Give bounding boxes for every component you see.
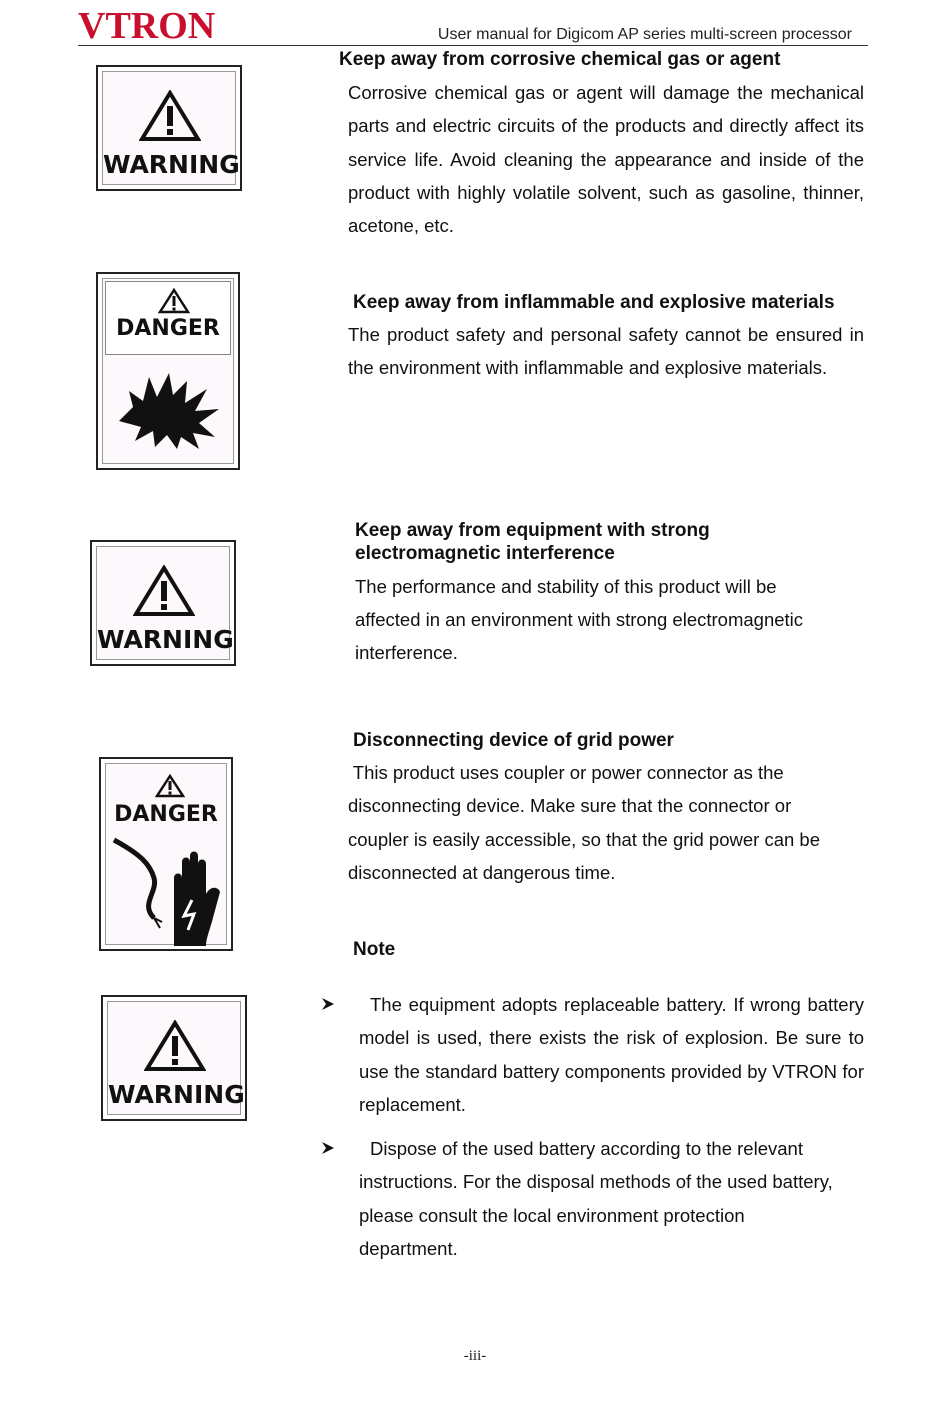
section-body-grid-line2: disconnecting device. Make sure that the connector or	[348, 795, 792, 816]
sign-label: DANGER	[114, 802, 218, 827]
sign-label: WARNING	[103, 150, 240, 179]
explosion-icon	[115, 371, 227, 451]
sign-label: DANGER	[116, 316, 220, 341]
sign-label: WARNING	[108, 1080, 245, 1109]
document-title: User manual for Digicom AP series multi-screen processor	[437, 26, 852, 43]
note-item-dispose-line1: Dispose of the used battery according to the relevant	[370, 1138, 803, 1159]
note-item-dispose-line2: instructions. For the disposal methods of the used battery,	[359, 1171, 833, 1192]
vtron-logo: VTRON	[78, 5, 216, 47]
section-body-emi-line1: The performance and stability of this product will be	[355, 576, 777, 597]
note-item-dispose-line4: department.	[359, 1238, 458, 1259]
section-heading-emi-line1: Keep away from equipment with strong	[355, 520, 710, 541]
header-divider	[78, 45, 868, 46]
section-body-emi-line2: affected in an environment with strong electromagnetic	[355, 609, 804, 630]
warning-triangle-icon	[133, 565, 195, 617]
note-item-dispose-line3: please consult the local environment protection	[359, 1205, 745, 1226]
section-body-emi-line3: interference.	[355, 642, 458, 663]
note-item-battery: The equipment adopts replaceable battery. If wrong battery model is used, there exists the risk of explosion. Be sure to use the standard battery components provided by VTRON for replacement.	[359, 994, 864, 1115]
danger-sign-electric	[99, 757, 233, 951]
sign-label: WARNING	[97, 625, 234, 654]
section-heading-grid-power: Disconnecting device of grid power	[353, 730, 674, 751]
electric-shock-hand-icon	[110, 834, 228, 946]
section-body-grid-line3: coupler is easily accessible, so that the grid power can be	[348, 829, 821, 850]
warning-sign-1	[96, 65, 242, 191]
warning-sign-2	[90, 540, 236, 666]
section-heading-emi-line2: electromagnetic interference	[355, 543, 615, 564]
section-body-corrosive: Corrosive chemical gas or agent will damage the mechanical parts and electric circuits of the products and directly affect its service life. Avoid cleaning the appearance and inside of the product with highly volatile solvent, such as gasoline, thinner, acetone, etc.	[348, 82, 864, 237]
page-number: -iii-	[463, 1348, 487, 1364]
warning-triangle-icon	[158, 288, 190, 314]
warning-sign-3	[101, 995, 247, 1121]
section-heading-corrosive: Keep away from corrosive chemical gas or agent	[339, 49, 781, 70]
note-heading: Note	[353, 939, 396, 960]
section-body-inflammable: The product safety and personal safety cannot be ensured in the environment with inflammable and explosive materials.	[348, 324, 864, 379]
arrowhead-bullet-icon	[321, 1141, 335, 1155]
danger-sign-explosion	[96, 272, 240, 470]
warning-triangle-icon	[139, 90, 201, 142]
warning-triangle-icon	[155, 774, 185, 798]
danger-header-box	[105, 281, 231, 355]
section-body-grid-line1: This product uses coupler or power connector as the	[348, 762, 784, 783]
warning-triangle-icon	[144, 1020, 206, 1072]
section-body-grid-line4: disconnected at dangerous time.	[348, 862, 616, 883]
arrowhead-bullet-icon	[321, 997, 335, 1011]
section-heading-inflammable: Keep away from inflammable and explosive materials	[353, 292, 835, 313]
